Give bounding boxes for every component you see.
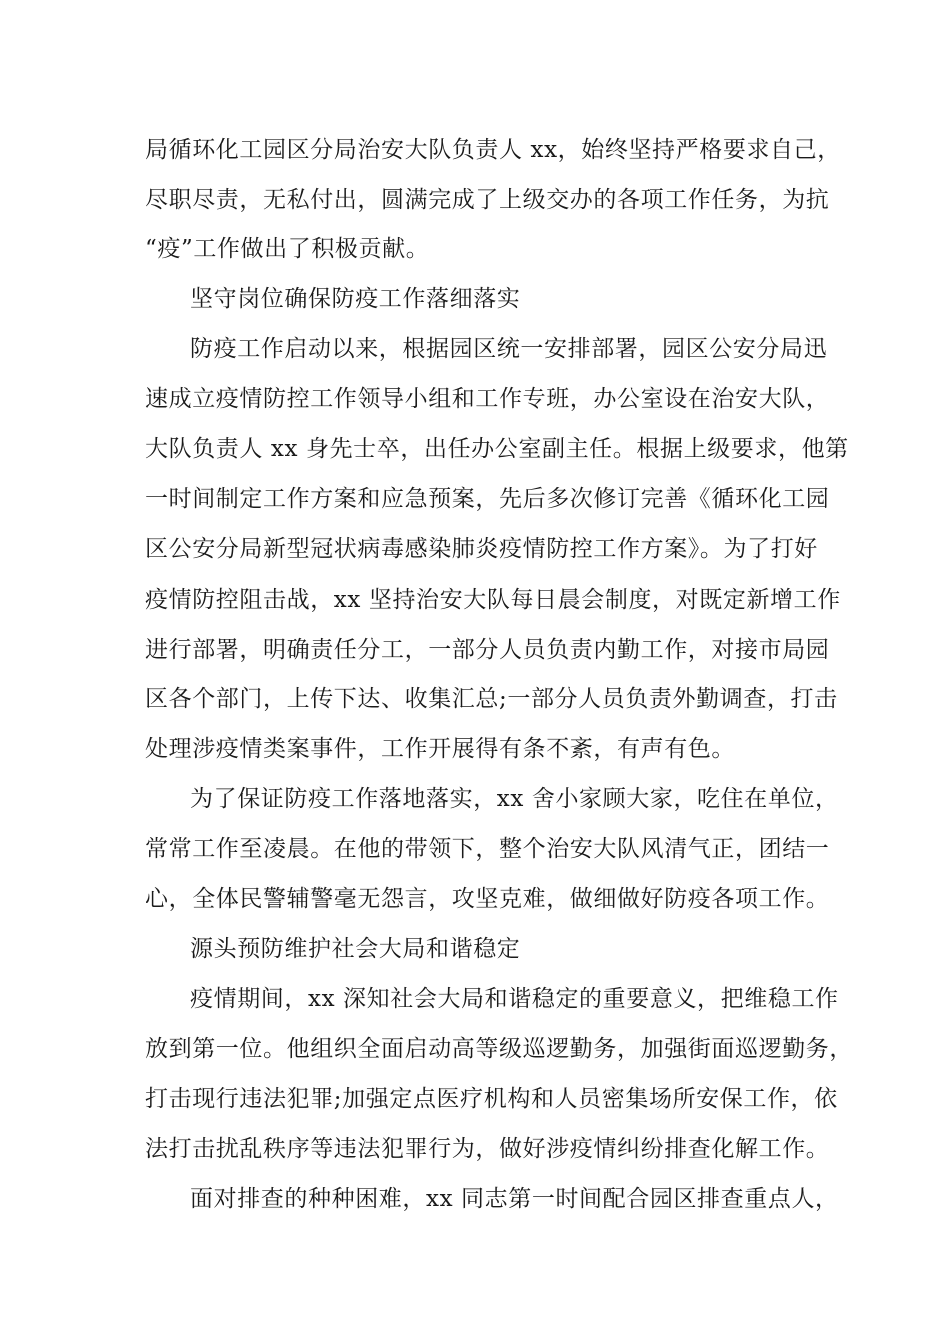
section-heading: 源头预防维护社会大局和谐稳定 — [190, 936, 521, 962]
paragraph-line: 疫情期间，xx 深知社会大局和谐稳定的重要意义，把维稳工作 — [190, 986, 839, 1012]
paragraph-line: 疫情防控阻击战，xx 坚持治安大队每日晨会制度，对既定新增工作 — [145, 587, 841, 613]
paragraph-line: 区各个部门，上传下达、收集汇总;一部分人员负责外勤调查，打击 — [145, 686, 838, 712]
paragraph-line: 打击现行违法犯罪;加强定点医疗机构和人员密集场所安保工作，依 — [145, 1086, 838, 1112]
paragraph-line: 常常工作至凌晨。在他的带领下，整个治安大队风清气正，团结一 — [145, 836, 830, 862]
paragraph-line: 区公安分局新型冠状病毒感染肺炎疫情防控工作方案》。为了打好 — [145, 536, 818, 562]
paragraph-line: 局循环化工园区分局治安大队负责人 xx，始终坚持严格要求自己， — [145, 137, 841, 163]
paragraph-line: 法打击扰乱秩序等违法犯罪行为，做好涉疫情纠纷排查化解工作。 — [145, 1136, 830, 1162]
paragraph-line: “疫”工作做出了积极贡献。 — [145, 236, 430, 262]
paragraph-line: 放到第一位。他组织全面启动高等级巡逻勤务，加强街面巡逻勤务， — [145, 1036, 853, 1062]
section-heading: 坚守岗位确保防疫工作落细落实 — [190, 286, 521, 312]
paragraph-line: 面对排查的种种困难，xx 同志第一时间配合园区排查重点人， — [190, 1186, 839, 1212]
paragraph-line: 一时间制定工作方案和应急预案，先后多次修订完善《循环化工园 — [145, 486, 830, 512]
paragraph-line: 为了保证防疫工作落地落实，xx 舍小家顾大家，吃住在单位， — [190, 786, 839, 812]
paragraph-line: 处理涉疫情类案事件，工作开展得有条不紊，有声有色。 — [145, 736, 735, 762]
paragraph-line: 速成立疫情防控工作领导小组和工作专班，办公室设在治安大队， — [145, 386, 830, 412]
paragraph-line: 心，全体民警辅警毫无怨言，攻坚克难，做细做好防疫各项工作。 — [145, 886, 830, 912]
paragraph-line: 进行部署，明确责任分工，一部分人员负责内勤工作，对接市局园 — [145, 637, 830, 663]
paragraph-line: 防疫工作启动以来，根据园区统一安排部署，园区公安分局迅 — [190, 336, 828, 362]
paragraph-line: 大队负责人 xx 身先士卒，出任办公室副主任。根据上级要求，他第 — [145, 436, 849, 462]
paragraph-line: 尽职尽责，无私付出，圆满完成了上级交办的各项工作任务，为抗 — [145, 187, 830, 213]
